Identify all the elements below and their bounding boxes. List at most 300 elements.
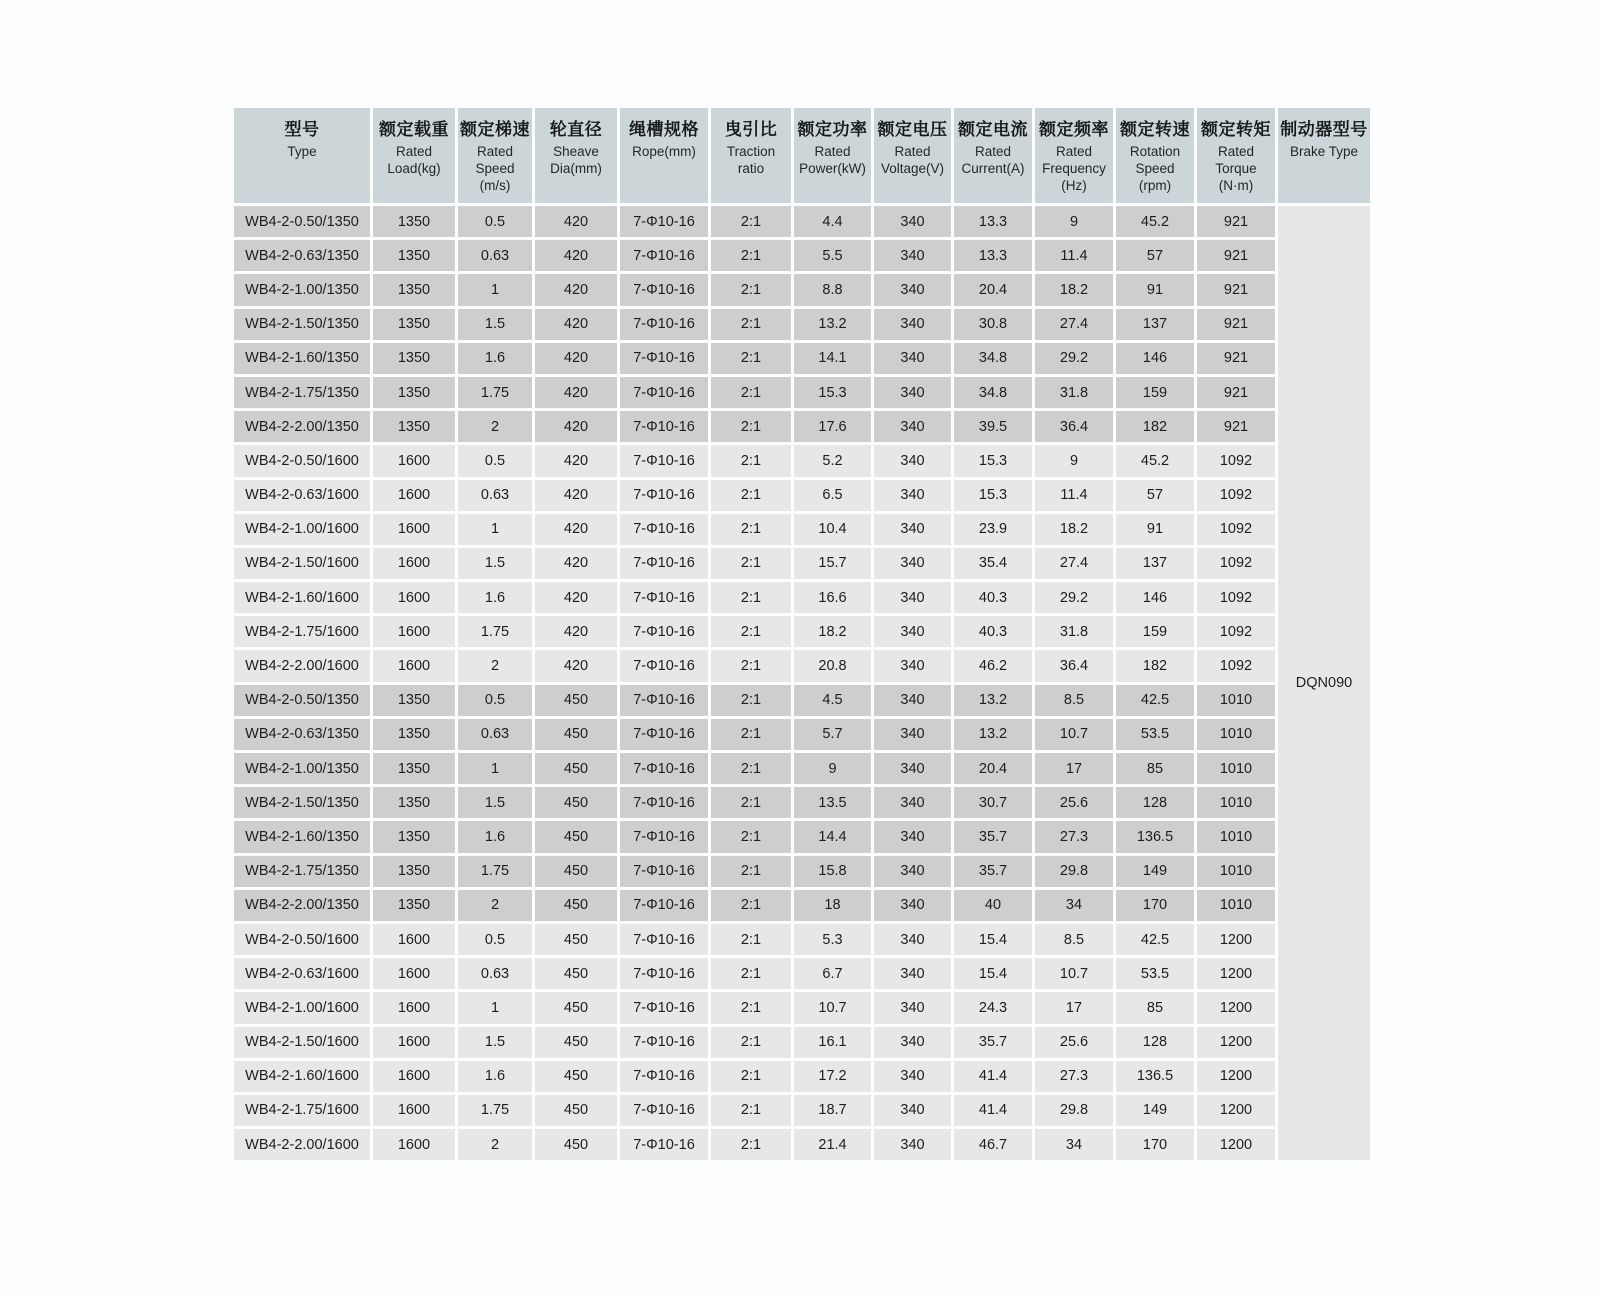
value-cell: 1200 bbox=[1197, 1095, 1275, 1126]
value-cell: 2:1 bbox=[711, 514, 791, 545]
value-cell: 2:1 bbox=[711, 240, 791, 271]
type-cell: WB4-2-1.50/1600 bbox=[234, 548, 370, 579]
value-cell: 136.5 bbox=[1116, 1061, 1194, 1092]
value-cell: 34.8 bbox=[954, 343, 1032, 374]
value-cell: 13.3 bbox=[954, 206, 1032, 237]
column-header-en: Rotation Speed (rpm) bbox=[1129, 144, 1181, 193]
value-cell: 1350 bbox=[373, 274, 455, 305]
value-cell: 2:1 bbox=[711, 787, 791, 818]
value-cell: 1092 bbox=[1197, 480, 1275, 511]
value-cell: 2 bbox=[458, 1129, 532, 1160]
column-header-en: Brake Type bbox=[1289, 144, 1359, 160]
value-cell: 420 bbox=[535, 377, 617, 408]
value-cell: 31.8 bbox=[1035, 377, 1113, 408]
value-cell: 1010 bbox=[1197, 719, 1275, 750]
column-header-4 bbox=[535, 108, 617, 203]
value-cell: 921 bbox=[1197, 206, 1275, 237]
value-cell: 1 bbox=[458, 992, 532, 1023]
value-cell: 1600 bbox=[373, 958, 455, 989]
type-cell: WB4-2-0.63/1600 bbox=[234, 480, 370, 511]
value-cell: 7-Φ10-16 bbox=[620, 274, 708, 305]
value-cell: 340 bbox=[874, 650, 951, 681]
value-cell: 340 bbox=[874, 480, 951, 511]
value-cell: 2:1 bbox=[711, 1027, 791, 1058]
value-cell: 7-Φ10-16 bbox=[620, 548, 708, 579]
value-cell: 340 bbox=[874, 514, 951, 545]
value-cell: 4.5 bbox=[794, 685, 871, 716]
value-cell: 7-Φ10-16 bbox=[620, 206, 708, 237]
value-cell: 1600 bbox=[373, 992, 455, 1023]
type-cell: WB4-2-1.00/1350 bbox=[234, 753, 370, 784]
value-cell: 1350 bbox=[373, 787, 455, 818]
value-cell: 9 bbox=[794, 753, 871, 784]
value-cell: 1 bbox=[458, 274, 532, 305]
value-cell: 1200 bbox=[1197, 1129, 1275, 1160]
column-header-10 bbox=[1035, 108, 1113, 203]
value-cell: 20.8 bbox=[794, 650, 871, 681]
value-cell: 1092 bbox=[1197, 582, 1275, 613]
value-cell: 40 bbox=[954, 890, 1032, 921]
column-header-zh: 额定电压 bbox=[877, 120, 948, 139]
value-cell: 420 bbox=[535, 548, 617, 579]
column-header-zh: 额定转速 bbox=[1120, 120, 1190, 139]
value-cell: 7-Φ10-16 bbox=[620, 480, 708, 511]
value-cell: 2:1 bbox=[711, 685, 791, 716]
value-cell: 2:1 bbox=[711, 309, 791, 340]
value-cell: 1092 bbox=[1197, 514, 1275, 545]
value-cell: 2:1 bbox=[711, 377, 791, 408]
type-cell: WB4-2-1.00/1600 bbox=[234, 514, 370, 545]
column-header-zh: 额定电流 bbox=[958, 120, 1028, 139]
value-cell: 1600 bbox=[373, 650, 455, 681]
value-cell: 340 bbox=[874, 309, 951, 340]
value-cell: 7-Φ10-16 bbox=[620, 343, 708, 374]
value-cell: 1092 bbox=[1197, 616, 1275, 647]
type-cell: WB4-2-0.50/1600 bbox=[234, 445, 370, 476]
value-cell: 0.5 bbox=[458, 924, 532, 955]
column-header-en: Rope(mm) bbox=[632, 144, 696, 160]
value-cell: 340 bbox=[874, 1129, 951, 1160]
value-cell: 1600 bbox=[373, 924, 455, 955]
value-cell: 15.3 bbox=[954, 445, 1032, 476]
value-cell: 146 bbox=[1116, 343, 1194, 374]
value-cell: 15.8 bbox=[794, 856, 871, 887]
value-cell: 1092 bbox=[1197, 650, 1275, 681]
value-cell: 2:1 bbox=[711, 445, 791, 476]
value-cell: 7-Φ10-16 bbox=[620, 924, 708, 955]
value-cell: 340 bbox=[874, 856, 951, 887]
value-cell: 15.4 bbox=[954, 958, 1032, 989]
value-cell: 450 bbox=[535, 958, 617, 989]
value-cell: 15.3 bbox=[794, 377, 871, 408]
value-cell: 1 bbox=[458, 514, 532, 545]
value-cell: 340 bbox=[874, 616, 951, 647]
type-cell: WB4-2-0.63/1600 bbox=[234, 958, 370, 989]
value-cell: 20.4 bbox=[954, 274, 1032, 305]
column-header-8 bbox=[874, 108, 951, 203]
value-cell: 35.7 bbox=[954, 821, 1032, 852]
type-cell: WB4-2-1.00/1600 bbox=[234, 992, 370, 1023]
column-header-en: Rated Voltage(V) bbox=[880, 144, 945, 176]
value-cell: 0.63 bbox=[458, 958, 532, 989]
value-cell: 340 bbox=[874, 1095, 951, 1126]
value-cell: 137 bbox=[1116, 309, 1194, 340]
value-cell: 42.5 bbox=[1116, 924, 1194, 955]
value-cell: 7-Φ10-16 bbox=[620, 1129, 708, 1160]
value-cell: 1010 bbox=[1197, 856, 1275, 887]
value-cell: 85 bbox=[1116, 753, 1194, 784]
value-cell: 1350 bbox=[373, 856, 455, 887]
value-cell: 1200 bbox=[1197, 992, 1275, 1023]
value-cell: 0.5 bbox=[458, 445, 532, 476]
value-cell: 41.4 bbox=[954, 1095, 1032, 1126]
value-cell: 2:1 bbox=[711, 719, 791, 750]
value-cell: 2:1 bbox=[711, 274, 791, 305]
value-cell: 2:1 bbox=[711, 582, 791, 613]
value-cell: 2:1 bbox=[711, 548, 791, 579]
type-cell: WB4-2-1.00/1350 bbox=[234, 274, 370, 305]
value-cell: 7-Φ10-16 bbox=[620, 1095, 708, 1126]
value-cell: 45.2 bbox=[1116, 445, 1194, 476]
value-cell: 1.5 bbox=[458, 309, 532, 340]
value-cell: 0.63 bbox=[458, 240, 532, 271]
value-cell: 340 bbox=[874, 1061, 951, 1092]
value-cell: 13.5 bbox=[794, 787, 871, 818]
value-cell: 0.63 bbox=[458, 480, 532, 511]
value-cell: 340 bbox=[874, 411, 951, 442]
column-header-zh: 额定载重 bbox=[379, 120, 449, 139]
value-cell: 1350 bbox=[373, 753, 455, 784]
type-cell: WB4-2-0.50/1350 bbox=[234, 206, 370, 237]
value-cell: 1200 bbox=[1197, 1027, 1275, 1058]
column-header-zh: 额定频率 bbox=[1039, 120, 1109, 139]
value-cell: 450 bbox=[535, 787, 617, 818]
value-cell: 1.75 bbox=[458, 616, 532, 647]
value-cell: 340 bbox=[874, 206, 951, 237]
value-cell: 340 bbox=[874, 685, 951, 716]
value-cell: 9 bbox=[1035, 206, 1113, 237]
type-cell: WB4-2-1.60/1600 bbox=[234, 582, 370, 613]
value-cell: 13.2 bbox=[954, 719, 1032, 750]
value-cell: 1200 bbox=[1197, 1061, 1275, 1092]
column-header-13 bbox=[1278, 108, 1370, 203]
value-cell: 2:1 bbox=[711, 821, 791, 852]
value-cell: 420 bbox=[535, 650, 617, 681]
value-cell: 2:1 bbox=[711, 480, 791, 511]
column-header-en: Sheave Dia(mm) bbox=[550, 144, 602, 176]
value-cell: 1600 bbox=[373, 1027, 455, 1058]
value-cell: 17.6 bbox=[794, 411, 871, 442]
value-cell: 340 bbox=[874, 274, 951, 305]
value-cell: 921 bbox=[1197, 377, 1275, 408]
value-cell: 136.5 bbox=[1116, 821, 1194, 852]
value-cell: 1350 bbox=[373, 377, 455, 408]
value-cell: 25.6 bbox=[1035, 787, 1113, 818]
value-cell: 27.3 bbox=[1035, 1061, 1113, 1092]
value-cell: 1.75 bbox=[458, 1095, 532, 1126]
value-cell: 1010 bbox=[1197, 787, 1275, 818]
value-cell: 340 bbox=[874, 992, 951, 1023]
column-header-1 bbox=[234, 108, 370, 203]
value-cell: 420 bbox=[535, 445, 617, 476]
value-cell: 1.6 bbox=[458, 343, 532, 374]
value-cell: 5.2 bbox=[794, 445, 871, 476]
value-cell: 18.2 bbox=[1035, 514, 1113, 545]
value-cell: 18.7 bbox=[794, 1095, 871, 1126]
value-cell: 1600 bbox=[373, 445, 455, 476]
value-cell: 35.7 bbox=[954, 856, 1032, 887]
value-cell: 0.5 bbox=[458, 685, 532, 716]
value-cell: 1600 bbox=[373, 548, 455, 579]
value-cell: 7-Φ10-16 bbox=[620, 958, 708, 989]
column-header-zh: 制动器型号 bbox=[1280, 120, 1368, 139]
value-cell: 17 bbox=[1035, 753, 1113, 784]
value-cell: 20.4 bbox=[954, 753, 1032, 784]
value-cell: 340 bbox=[874, 890, 951, 921]
value-cell: 340 bbox=[874, 240, 951, 271]
value-cell: 13.3 bbox=[954, 240, 1032, 271]
value-cell: 15.4 bbox=[954, 924, 1032, 955]
value-cell: 46.7 bbox=[954, 1129, 1032, 1160]
value-cell: 2:1 bbox=[711, 343, 791, 374]
value-cell: 29.8 bbox=[1035, 1095, 1113, 1126]
value-cell: 29.8 bbox=[1035, 856, 1113, 887]
type-cell: WB4-2-1.50/1350 bbox=[234, 787, 370, 818]
value-cell: 1 bbox=[458, 753, 532, 784]
value-cell: 1010 bbox=[1197, 685, 1275, 716]
value-cell: 420 bbox=[535, 616, 617, 647]
value-cell: 27.4 bbox=[1035, 548, 1113, 579]
value-cell: 34 bbox=[1035, 1129, 1113, 1160]
value-cell: 36.4 bbox=[1035, 650, 1113, 681]
value-cell: 8.5 bbox=[1035, 685, 1113, 716]
value-cell: 4.4 bbox=[794, 206, 871, 237]
value-cell: 7-Φ10-16 bbox=[620, 787, 708, 818]
value-cell: 7-Φ10-16 bbox=[620, 309, 708, 340]
value-cell: 182 bbox=[1116, 411, 1194, 442]
value-cell: 420 bbox=[535, 240, 617, 271]
value-cell: 7-Φ10-16 bbox=[620, 821, 708, 852]
value-cell: 420 bbox=[535, 343, 617, 374]
value-cell: 1350 bbox=[373, 411, 455, 442]
value-cell: 450 bbox=[535, 1027, 617, 1058]
column-header-2 bbox=[373, 108, 455, 203]
type-cell: WB4-2-1.60/1600 bbox=[234, 1061, 370, 1092]
value-cell: 16.6 bbox=[794, 582, 871, 613]
column-header-3 bbox=[458, 108, 532, 203]
type-cell: WB4-2-1.75/1350 bbox=[234, 377, 370, 408]
value-cell: 17.2 bbox=[794, 1061, 871, 1092]
value-cell: 7-Φ10-16 bbox=[620, 514, 708, 545]
value-cell: 1200 bbox=[1197, 924, 1275, 955]
value-cell: 1.75 bbox=[458, 856, 532, 887]
value-cell: 1010 bbox=[1197, 753, 1275, 784]
column-header-zh: 曳引比 bbox=[724, 120, 778, 139]
value-cell: 450 bbox=[535, 856, 617, 887]
value-cell: 420 bbox=[535, 309, 617, 340]
value-cell: 159 bbox=[1116, 616, 1194, 647]
type-cell: WB4-2-1.75/1600 bbox=[234, 616, 370, 647]
value-cell: 57 bbox=[1116, 480, 1194, 511]
value-cell: 5.5 bbox=[794, 240, 871, 271]
value-cell: 1600 bbox=[373, 582, 455, 613]
value-cell: 24.3 bbox=[954, 992, 1032, 1023]
value-cell: 34.8 bbox=[954, 377, 1032, 408]
column-header-en: Rated Torque (N·m) bbox=[1215, 144, 1257, 193]
value-cell: 2:1 bbox=[711, 924, 791, 955]
type-cell: WB4-2-0.50/1350 bbox=[234, 685, 370, 716]
value-cell: 0.63 bbox=[458, 719, 532, 750]
value-cell: 11.4 bbox=[1035, 480, 1113, 511]
type-cell: WB4-2-1.60/1350 bbox=[234, 821, 370, 852]
value-cell: 450 bbox=[535, 1061, 617, 1092]
value-cell: 420 bbox=[535, 206, 617, 237]
value-cell: 450 bbox=[535, 685, 617, 716]
type-cell: WB4-2-1.75/1350 bbox=[234, 856, 370, 887]
value-cell: 7-Φ10-16 bbox=[620, 719, 708, 750]
value-cell: 5.7 bbox=[794, 719, 871, 750]
value-cell: 2 bbox=[458, 890, 532, 921]
value-cell: 18.2 bbox=[1035, 274, 1113, 305]
value-cell: 1010 bbox=[1197, 890, 1275, 921]
value-cell: 40.3 bbox=[954, 582, 1032, 613]
value-cell: 7-Φ10-16 bbox=[620, 582, 708, 613]
value-cell: 1092 bbox=[1197, 445, 1275, 476]
value-cell: 170 bbox=[1116, 1129, 1194, 1160]
type-cell: WB4-2-1.75/1600 bbox=[234, 1095, 370, 1126]
value-cell: 170 bbox=[1116, 890, 1194, 921]
value-cell: 1350 bbox=[373, 821, 455, 852]
value-cell: 1600 bbox=[373, 1061, 455, 1092]
value-cell: 10.7 bbox=[1035, 958, 1113, 989]
value-cell: 159 bbox=[1116, 377, 1194, 408]
value-cell: 2:1 bbox=[711, 411, 791, 442]
value-cell: 7-Φ10-16 bbox=[620, 445, 708, 476]
column-header-5 bbox=[620, 108, 708, 203]
value-cell: 11.4 bbox=[1035, 240, 1113, 271]
value-cell: 2:1 bbox=[711, 1095, 791, 1126]
value-cell: 35.4 bbox=[954, 548, 1032, 579]
value-cell: 15.3 bbox=[954, 480, 1032, 511]
type-cell: WB4-2-1.50/1600 bbox=[234, 1027, 370, 1058]
specification-table bbox=[234, 108, 1370, 1160]
value-cell: 128 bbox=[1116, 1027, 1194, 1058]
value-cell: 2:1 bbox=[711, 616, 791, 647]
type-cell: WB4-2-1.60/1350 bbox=[234, 343, 370, 374]
value-cell: 8.8 bbox=[794, 274, 871, 305]
column-header-11 bbox=[1116, 108, 1194, 203]
column-header-zh: 轮直径 bbox=[549, 120, 603, 139]
value-cell: 31.8 bbox=[1035, 616, 1113, 647]
value-cell: 18 bbox=[794, 890, 871, 921]
value-cell: 182 bbox=[1116, 650, 1194, 681]
value-cell: 2:1 bbox=[711, 1061, 791, 1092]
value-cell: 420 bbox=[535, 582, 617, 613]
value-cell: 7-Φ10-16 bbox=[620, 377, 708, 408]
value-cell: 137 bbox=[1116, 548, 1194, 579]
column-header-en: Rated Power(kW) bbox=[799, 144, 866, 176]
value-cell: 340 bbox=[874, 1027, 951, 1058]
column-header-12 bbox=[1197, 108, 1275, 203]
value-cell: 7-Φ10-16 bbox=[620, 240, 708, 271]
value-cell: 41.4 bbox=[954, 1061, 1032, 1092]
type-cell: WB4-2-0.63/1350 bbox=[234, 240, 370, 271]
value-cell: 13.2 bbox=[794, 309, 871, 340]
value-cell: 1350 bbox=[373, 309, 455, 340]
value-cell: 1350 bbox=[373, 719, 455, 750]
value-cell: 146 bbox=[1116, 582, 1194, 613]
value-cell: 6.7 bbox=[794, 958, 871, 989]
value-cell: 39.5 bbox=[954, 411, 1032, 442]
value-cell: 921 bbox=[1197, 274, 1275, 305]
value-cell: 10.7 bbox=[794, 992, 871, 1023]
value-cell: 1.5 bbox=[458, 548, 532, 579]
value-cell: 128 bbox=[1116, 787, 1194, 818]
type-cell: WB4-2-2.00/1600 bbox=[234, 1129, 370, 1160]
value-cell: 17 bbox=[1035, 992, 1113, 1023]
brake-type-cell: DQN090 bbox=[1278, 206, 1370, 1160]
value-cell: 1.6 bbox=[458, 821, 532, 852]
column-header-en: Rated Frequency (Hz) bbox=[1042, 144, 1106, 193]
value-cell: 53.5 bbox=[1116, 719, 1194, 750]
value-cell: 450 bbox=[535, 719, 617, 750]
value-cell: 53.5 bbox=[1116, 958, 1194, 989]
column-header-6 bbox=[711, 108, 791, 203]
value-cell: 1.75 bbox=[458, 377, 532, 408]
value-cell: 340 bbox=[874, 548, 951, 579]
value-cell: 7-Φ10-16 bbox=[620, 685, 708, 716]
value-cell: 2 bbox=[458, 411, 532, 442]
value-cell: 921 bbox=[1197, 411, 1275, 442]
value-cell: 2:1 bbox=[711, 650, 791, 681]
value-cell: 30.7 bbox=[954, 787, 1032, 818]
value-cell: 36.4 bbox=[1035, 411, 1113, 442]
value-cell: 7-Φ10-16 bbox=[620, 992, 708, 1023]
value-cell: 420 bbox=[535, 411, 617, 442]
value-cell: 2:1 bbox=[711, 992, 791, 1023]
value-cell: 450 bbox=[535, 924, 617, 955]
value-cell: 340 bbox=[874, 719, 951, 750]
value-cell: 420 bbox=[535, 480, 617, 511]
value-cell: 1350 bbox=[373, 685, 455, 716]
value-cell: 85 bbox=[1116, 992, 1194, 1023]
value-cell: 450 bbox=[535, 753, 617, 784]
value-cell: 340 bbox=[874, 924, 951, 955]
value-cell: 7-Φ10-16 bbox=[620, 856, 708, 887]
value-cell: 450 bbox=[535, 992, 617, 1023]
column-header-7 bbox=[794, 108, 871, 203]
value-cell: 1600 bbox=[373, 514, 455, 545]
value-cell: 340 bbox=[874, 343, 951, 374]
value-cell: 149 bbox=[1116, 856, 1194, 887]
value-cell: 7-Φ10-16 bbox=[620, 650, 708, 681]
value-cell: 91 bbox=[1116, 514, 1194, 545]
value-cell: 21.4 bbox=[794, 1129, 871, 1160]
value-cell: 340 bbox=[874, 787, 951, 818]
type-cell: WB4-2-1.50/1350 bbox=[234, 309, 370, 340]
value-cell: 450 bbox=[535, 1129, 617, 1160]
value-cell: 2:1 bbox=[711, 206, 791, 237]
value-cell: 1600 bbox=[373, 1129, 455, 1160]
value-cell: 1.5 bbox=[458, 787, 532, 818]
column-header-en: Type bbox=[287, 144, 317, 160]
value-cell: 8.5 bbox=[1035, 924, 1113, 955]
type-cell: WB4-2-2.00/1350 bbox=[234, 411, 370, 442]
value-cell: 450 bbox=[535, 821, 617, 852]
value-cell: 7-Φ10-16 bbox=[620, 1061, 708, 1092]
column-header-en: Traction ratio bbox=[726, 144, 776, 176]
value-cell: 40.3 bbox=[954, 616, 1032, 647]
